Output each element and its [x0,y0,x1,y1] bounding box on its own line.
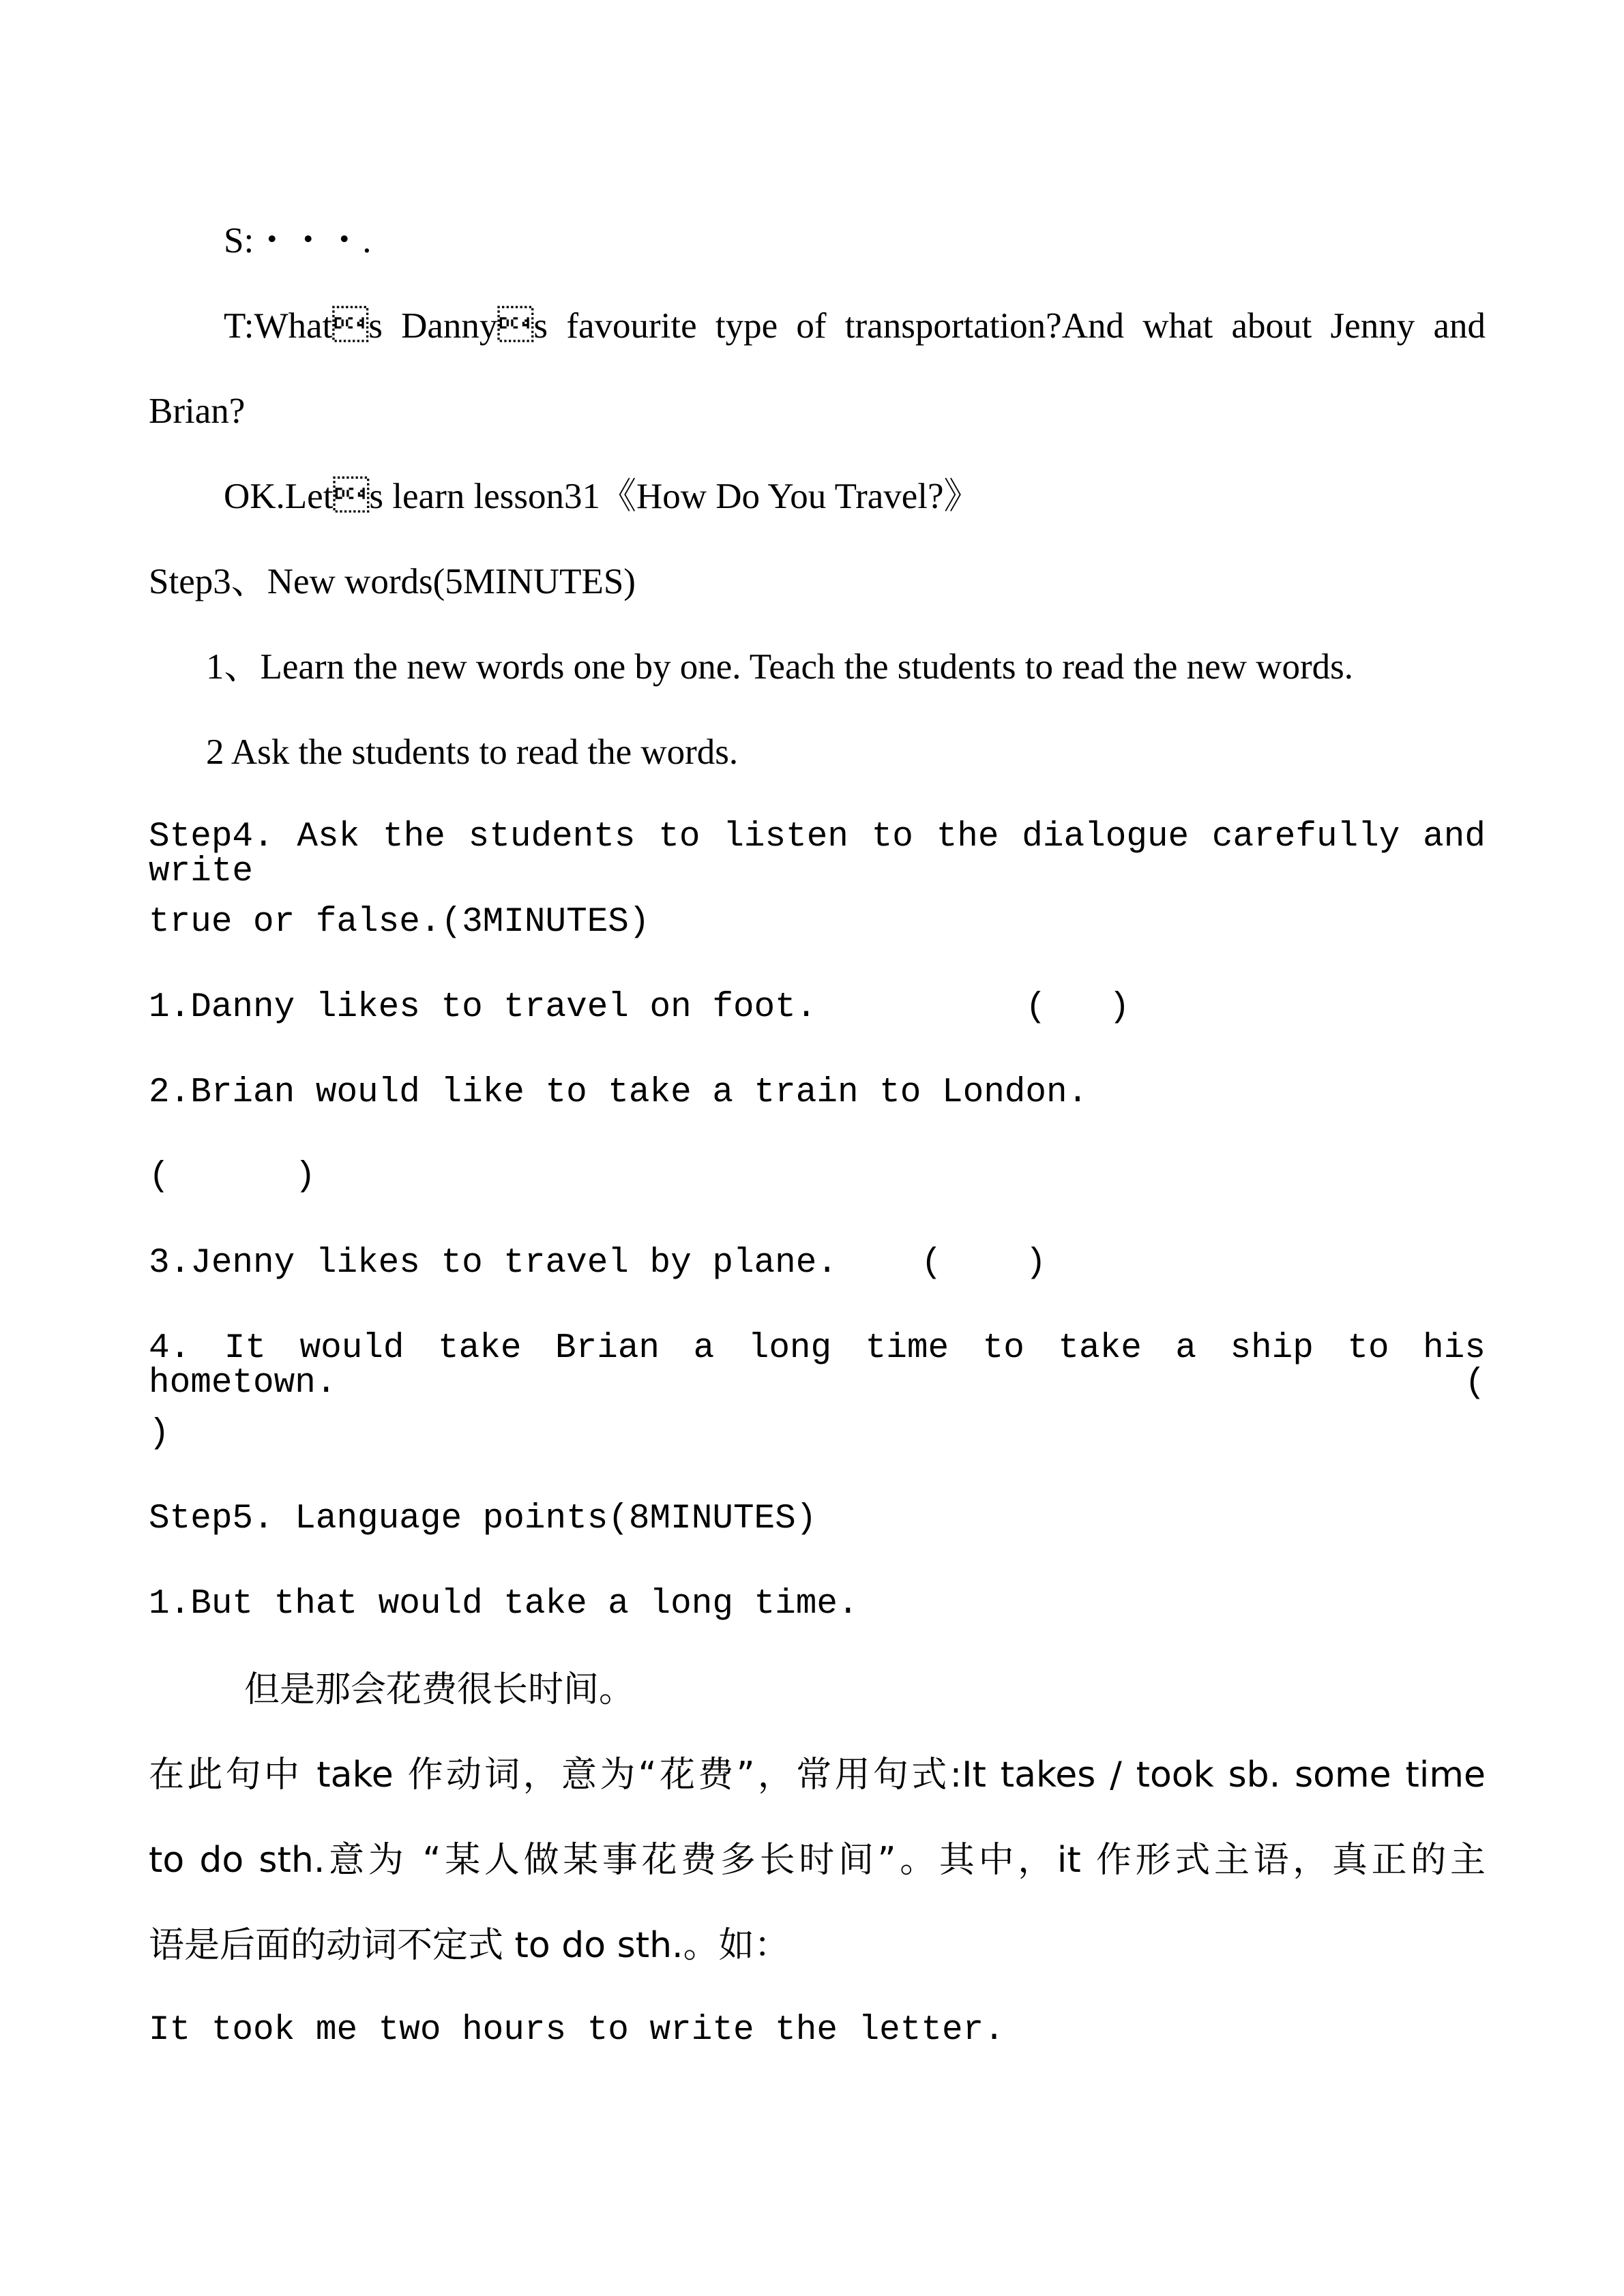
true-false-item-1: 1.Danny likes to travel on foot. ( ) [149,988,1130,1027]
dialogue-line-teacher-question-cont: Brian? [149,391,246,431]
language-point-1-translation: 但是那会花费很长时间。 [244,1669,635,1710]
true-false-item-4: 4. It would take Brian a long time to take a ship to his hometown. ( [149,1329,1486,1403]
explanation-line-3: 语是后面的动词不定式 to do sth.。如： [149,1925,790,1966]
explanation-line-1: 在此句中 take 作动词，意为“花费”，常用句式:It takes / took sb. some time [149,1755,1486,1795]
step3-item-1: 1、Learn the new words one by one. Teach the students to read the new words. [206,647,1353,687]
true-false-item-2: 2.Brian would like to take a train to London. [149,1073,1089,1112]
true-false-item-4-blank: ) [149,1414,170,1453]
true-false-item-3: 3.Jenny likes to travel by plane. ( ) [149,1244,1047,1283]
step5-heading: Step5. Language points(8MINUTES) [149,1500,817,1538]
explanation-line-2: to do sth.意为 “某人做某事花费多长时间”。其中，it 作形式主语，真正的主 [149,1840,1486,1881]
step4-heading: Step4. Ask the students to listen to the dialogue carefully and write [149,818,1486,891]
example-sentence: It took me two hours to write the letter. [149,2011,1005,2050]
dialogue-line-lesson-intro: OK.Lets learn lesson31《How Do You Travel?》 [224,477,980,516]
dialogue-line-teacher-question: T:Whats Dannys favourite type of transportation?And what about Jenny and [224,306,1486,346]
step3-item-2: 2 Ask the students to read the words. [206,732,739,772]
dialogue-line-student: S:・・・. [224,221,372,260]
true-false-item-2-blank: ( ) [149,1157,316,1196]
language-point-1: 1.But that would take a long time. [149,1585,859,1624]
step4-heading-cont: true or false.(3MINUTES) [149,903,650,942]
step3-heading: Step3、New words(5MINUTES) [149,562,636,601]
